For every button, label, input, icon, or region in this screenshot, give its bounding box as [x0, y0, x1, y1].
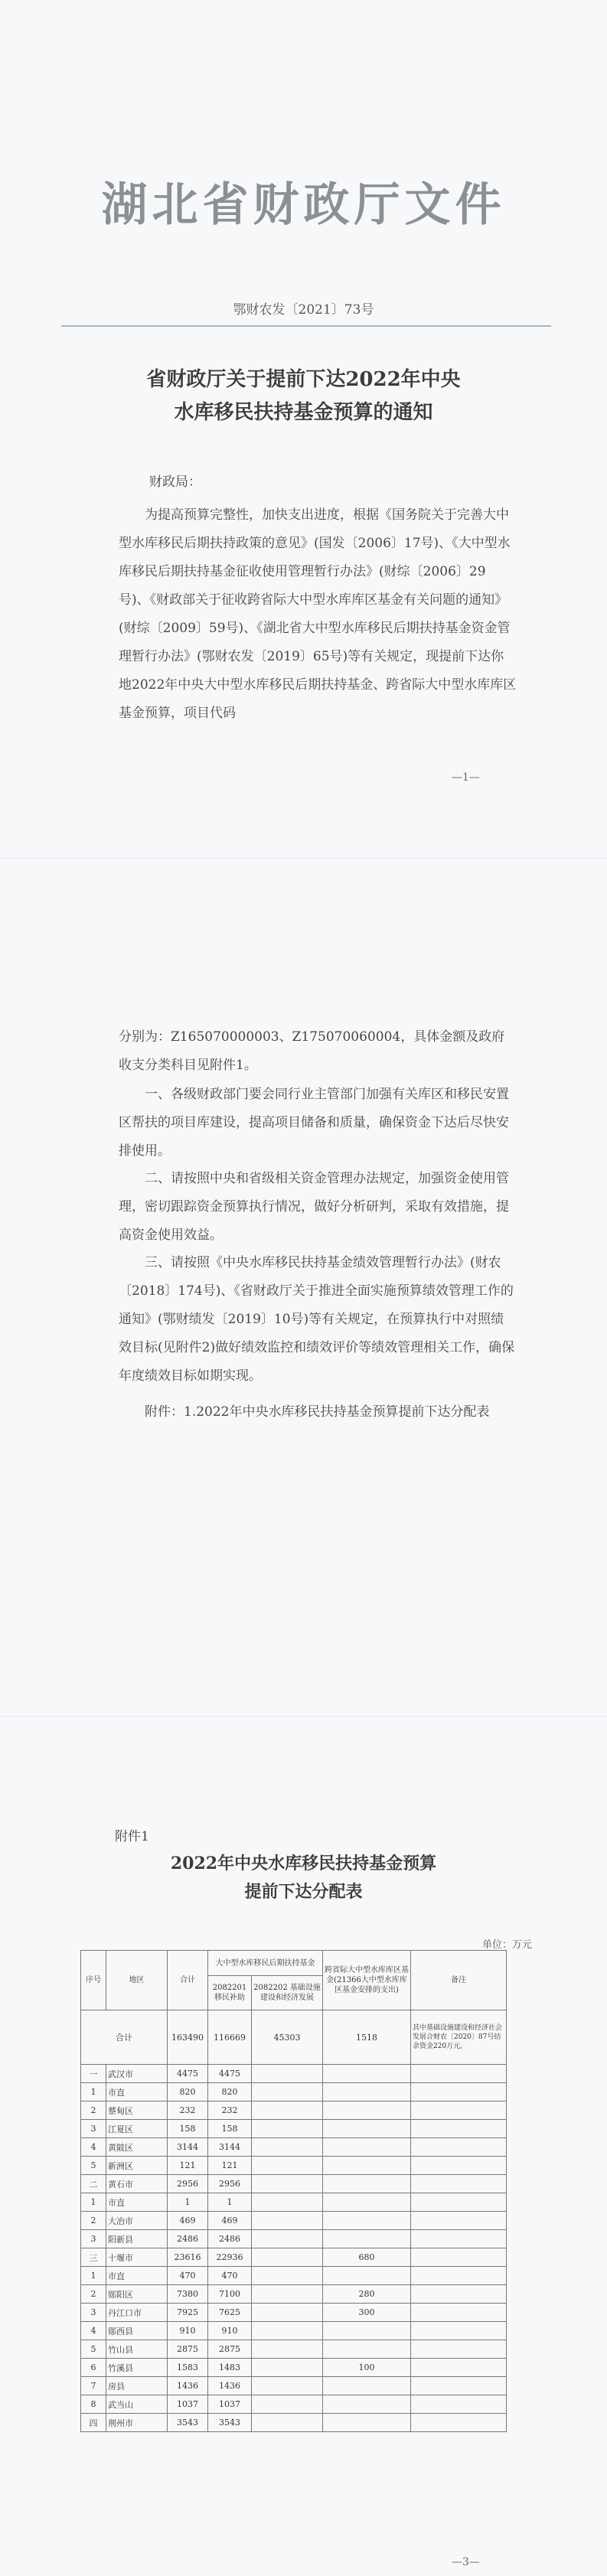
row-2082201: 3144	[208, 2138, 252, 2157]
row-region: 市直	[106, 2193, 168, 2212]
row-seq: 3	[81, 2120, 106, 2138]
row-cross	[323, 2138, 411, 2157]
row-total: 121	[168, 2157, 208, 2175]
row-cross	[323, 2414, 411, 2432]
body-paragraph-item-2: 二、请按照中央和省级相关资金管理办法规定，加强资金使用管理，密切跟踪资金预算执行情况，做好分析研判，采取有效措施，提高资金使用效益。	[119, 1171, 509, 1243]
row-2082202	[252, 2138, 323, 2157]
header-2082201: 2082201 移民补助	[208, 1976, 252, 2010]
row-2082201: 2875	[208, 2340, 252, 2359]
row-2082202	[252, 2083, 323, 2102]
row-cross	[323, 2340, 411, 2359]
row-total: 3543	[168, 2414, 208, 2432]
row-region: 黄陂区	[106, 2138, 168, 2157]
table-title-line1: 2022年中央水库移民扶持基金预算	[170, 1854, 437, 1873]
row-2082201: 470	[208, 2267, 252, 2285]
attachment-note: 附件：1.2022年中央水库移民扶持基金预算提前下达分配表	[145, 1404, 490, 1420]
row-remark	[411, 2102, 507, 2120]
row-region: 江夏区	[106, 2120, 168, 2138]
row-remark	[411, 2083, 507, 2102]
table-row	[81, 2193, 507, 2212]
row-total: 2486	[168, 2230, 208, 2248]
total-2082202: 45303	[252, 2010, 323, 2065]
attachment-label: 附件1	[115, 1829, 149, 1844]
row-region: 竹溪县	[106, 2359, 168, 2377]
row-2082201: 7100	[208, 2285, 252, 2304]
row-2082201: 158	[208, 2120, 252, 2138]
row-total: 7925	[168, 2304, 208, 2322]
row-region: 武汉市	[106, 2065, 168, 2083]
row-remark	[411, 2267, 507, 2285]
header-cross-province: 跨省际大中型水库库区基金(21366大中型水库库区基金安排的支出)	[323, 1951, 411, 2010]
header-large-fund: 大中型水库移民后期扶持基金	[208, 1951, 323, 1976]
page-2	[0, 859, 607, 1716]
body-paragraph-codes: 分别为：Z165070000003、Z175070060004，具体金额及政府收支分类科目见附件1。	[119, 1029, 505, 1073]
body-paragraph-1: 为提高预算完整性，加快支出进度，根据《国务院关于完善大中型水库移民后期扶持政策的意见》(国发〔2006〕17号)、《大中型水库移民后期扶持基金征收使用管理暂行办法》(财综〔2006〕29号)、《财政部关于征收跨省际大中型水库库区基金有关问题的通知》(财综〔2009〕59号)、《湖北省大中型水库移民后期扶持基金资金管理暂行办法》(鄂财农发〔2019〕65号)等有关规定，现提前下达你地2022年中央大中型水库移民后期扶持基金、跨省际大中型水库库区基金预算，项目代码	[119, 507, 517, 721]
header-rule	[61, 325, 551, 327]
row-cross	[323, 2377, 411, 2395]
unit-label: 单位：万元	[482, 1939, 533, 1951]
page-1	[0, 0, 607, 857]
row-total: 2875	[168, 2340, 208, 2359]
row-2082202	[252, 2212, 323, 2230]
row-cross	[323, 2065, 411, 2083]
row-remark	[411, 2414, 507, 2432]
row-seq: 四	[81, 2414, 106, 2432]
row-2082201: 2486	[208, 2230, 252, 2248]
row-region: 大冶市	[106, 2212, 168, 2230]
row-seq: 一	[81, 2065, 106, 2083]
row-cross	[323, 2175, 411, 2193]
row-seq: 2	[81, 2102, 106, 2120]
table-row	[81, 2083, 507, 2102]
row-region: 新洲区	[106, 2157, 168, 2175]
document-title-line2: 水库移民扶持基金预算的通知	[174, 401, 433, 424]
row-total: 4475	[168, 2065, 208, 2083]
row-2082202	[252, 2377, 323, 2395]
table-row	[81, 2414, 507, 2432]
row-seq: 7	[81, 2377, 106, 2395]
table-title-line2: 提前下达分配表	[244, 1882, 363, 1902]
row-total: 232	[168, 2102, 208, 2120]
row-cross	[323, 2102, 411, 2120]
row-total: 1	[168, 2193, 208, 2212]
row-remark	[411, 2065, 507, 2083]
row-total: 3144	[168, 2138, 208, 2157]
row-total: 470	[168, 2267, 208, 2285]
row-seq: 2	[81, 2285, 106, 2304]
row-region: 黄石市	[106, 2175, 168, 2193]
row-2082201: 1037	[208, 2395, 252, 2414]
row-cross	[323, 2267, 411, 2285]
table-row	[81, 2102, 507, 2120]
row-2082201: 1436	[208, 2377, 252, 2395]
table-row	[81, 2304, 507, 2322]
row-2082202	[252, 2285, 323, 2304]
row-cross: 280	[323, 2285, 411, 2304]
row-2082202	[252, 2120, 323, 2138]
body-paragraph-item-1: 一、各级财政部门要会同行业主管部门加强有关库区和移民安置区帮扶的项目库建设，提高项目储备和质量，确保资金下达后尽快安排使用。	[119, 1087, 509, 1159]
header-region: 地区	[106, 1951, 168, 2010]
row-region: 蔡甸区	[106, 2102, 168, 2120]
row-region: 市直	[106, 2267, 168, 2285]
row-cross	[323, 2395, 411, 2414]
row-2082201: 820	[208, 2083, 252, 2102]
row-total: 158	[168, 2120, 208, 2138]
row-cross	[323, 2193, 411, 2212]
row-2082201: 232	[208, 2102, 252, 2120]
total-label: 合计	[81, 2010, 168, 2065]
body-paragraph-item-3: 三、请按照《中央水库移民扶持基金绩效管理暂行办法》(财农〔2018〕174号)、《省财政厅关于推进全面实施预算绩效管理工作的通知》(鄂财绩发〔2019〕10号)等有关规定，在预算执行中对照绩效目标(见附件2)做好绩效监控和绩效评价等绩效管理相关工作，确保年度绩效目标如期实现。	[119, 1255, 515, 1384]
row-region: 荆州市	[106, 2414, 168, 2432]
row-2082202	[252, 2359, 323, 2377]
row-2082201: 22936	[208, 2248, 252, 2267]
row-2082201: 1483	[208, 2359, 252, 2377]
total-2082201: 116669	[208, 2010, 252, 2065]
row-cross	[323, 2230, 411, 2248]
row-seq: 5	[81, 2340, 106, 2359]
table-row	[81, 2322, 507, 2340]
table-row	[81, 2248, 507, 2267]
row-total: 1037	[168, 2395, 208, 2414]
total-cross: 1518	[323, 2010, 411, 2065]
row-region: 丹江口市	[106, 2304, 168, 2322]
table-row	[81, 2340, 507, 2359]
row-seq: 5	[81, 2157, 106, 2175]
row-remark	[411, 2304, 507, 2322]
table-row	[81, 2212, 507, 2230]
row-remark	[411, 2212, 507, 2230]
row-remark	[411, 2175, 507, 2193]
row-remark	[411, 2193, 507, 2212]
row-seq: 2	[81, 2212, 106, 2230]
row-2082201: 7625	[208, 2304, 252, 2322]
row-remark	[411, 2377, 507, 2395]
row-seq: 1	[81, 2267, 106, 2285]
row-cross: 680	[323, 2248, 411, 2267]
row-remark	[411, 2248, 507, 2267]
document-number: 鄂财农发〔2021〕73号	[233, 302, 374, 318]
table-row	[81, 2377, 507, 2395]
row-total: 910	[168, 2322, 208, 2340]
row-2082202	[252, 2414, 323, 2432]
table-row	[81, 2230, 507, 2248]
row-total: 7380	[168, 2285, 208, 2304]
page-number-3: —3—	[452, 2556, 480, 2568]
row-2082201: 2956	[208, 2175, 252, 2193]
row-seq: 3	[81, 2230, 106, 2248]
row-remark	[411, 2322, 507, 2340]
row-seq: 4	[81, 2322, 106, 2340]
row-2082202	[252, 2065, 323, 2083]
row-total: 1583	[168, 2359, 208, 2377]
header-seq: 序号	[81, 1951, 106, 2010]
row-remark	[411, 2157, 507, 2175]
table-row	[81, 2395, 507, 2414]
row-remark	[411, 2138, 507, 2157]
table-row	[81, 2138, 507, 2157]
row-total: 2956	[168, 2175, 208, 2193]
table-row	[81, 2120, 507, 2138]
row-2082201: 1	[208, 2193, 252, 2212]
row-remark	[411, 2359, 507, 2377]
document-header-org: 湖北省财政厅文件	[101, 178, 506, 232]
allocation-table	[80, 1950, 507, 2432]
row-seq: 1	[81, 2193, 106, 2212]
row-2082202	[252, 2102, 323, 2120]
table-row	[81, 2157, 507, 2175]
row-cross	[323, 2322, 411, 2340]
row-cross	[323, 2212, 411, 2230]
row-seq: 二	[81, 2175, 106, 2193]
row-region: 郧阳区	[106, 2285, 168, 2304]
row-seq: 4	[81, 2138, 106, 2157]
document-title-line1: 省财政厅关于提前下达2022年中央	[146, 368, 461, 391]
row-cross: 100	[323, 2359, 411, 2377]
row-seq: 三	[81, 2248, 106, 2267]
row-remark	[411, 2230, 507, 2248]
row-2082202	[252, 2267, 323, 2285]
table-row	[81, 2359, 507, 2377]
row-cross: 300	[323, 2304, 411, 2322]
row-remark	[411, 2285, 507, 2304]
table-row	[81, 2285, 507, 2304]
row-2082202	[252, 2248, 323, 2267]
row-region: 阳新县	[106, 2230, 168, 2248]
row-cross	[323, 2120, 411, 2138]
row-total: 1436	[168, 2377, 208, 2395]
header-remark: 备注	[411, 1951, 507, 2010]
row-region: 房县	[106, 2377, 168, 2395]
header-2082202: 2082202 基础设施建设和经济发展	[252, 1976, 323, 2010]
row-2082202	[252, 2340, 323, 2359]
total-remark: 其中基础设施建设和经济社会发展合财农〔2020〕87号结余资金220万元。	[411, 2010, 507, 2065]
table-total-row	[81, 2010, 507, 2065]
row-2082202	[252, 2395, 323, 2414]
row-2082202	[252, 2175, 323, 2193]
row-2082202	[252, 2193, 323, 2212]
row-region: 武当山	[106, 2395, 168, 2414]
row-cross	[323, 2157, 411, 2175]
row-2082202	[252, 2322, 323, 2340]
header-total: 合计	[168, 1951, 208, 2010]
row-remark	[411, 2120, 507, 2138]
row-2082201: 910	[208, 2322, 252, 2340]
table-row	[81, 2267, 507, 2285]
row-remark	[411, 2395, 507, 2414]
row-total: 23616	[168, 2248, 208, 2267]
row-cross	[323, 2083, 411, 2102]
row-remark	[411, 2340, 507, 2359]
row-seq: 8	[81, 2395, 106, 2414]
row-region: 郧西县	[106, 2322, 168, 2340]
row-total: 820	[168, 2083, 208, 2102]
row-2082202	[252, 2304, 323, 2322]
greeting: 财政局：	[149, 474, 201, 490]
table-row	[81, 2175, 507, 2193]
table-row	[81, 2065, 507, 2083]
row-2082201: 469	[208, 2212, 252, 2230]
row-2082201: 4475	[208, 2065, 252, 2083]
row-2082202	[252, 2157, 323, 2175]
page-number-1: —1—	[452, 771, 480, 784]
row-2082202	[252, 2230, 323, 2248]
row-seq: 3	[81, 2304, 106, 2322]
row-seq: 1	[81, 2083, 106, 2102]
row-region: 竹山县	[106, 2340, 168, 2359]
row-2082201: 3543	[208, 2414, 252, 2432]
row-total: 469	[168, 2212, 208, 2230]
row-2082201: 121	[208, 2157, 252, 2175]
row-region: 十堰市	[106, 2248, 168, 2267]
total-sum: 163490	[168, 2010, 208, 2065]
row-region: 市直	[106, 2083, 168, 2102]
row-seq: 6	[81, 2359, 106, 2377]
